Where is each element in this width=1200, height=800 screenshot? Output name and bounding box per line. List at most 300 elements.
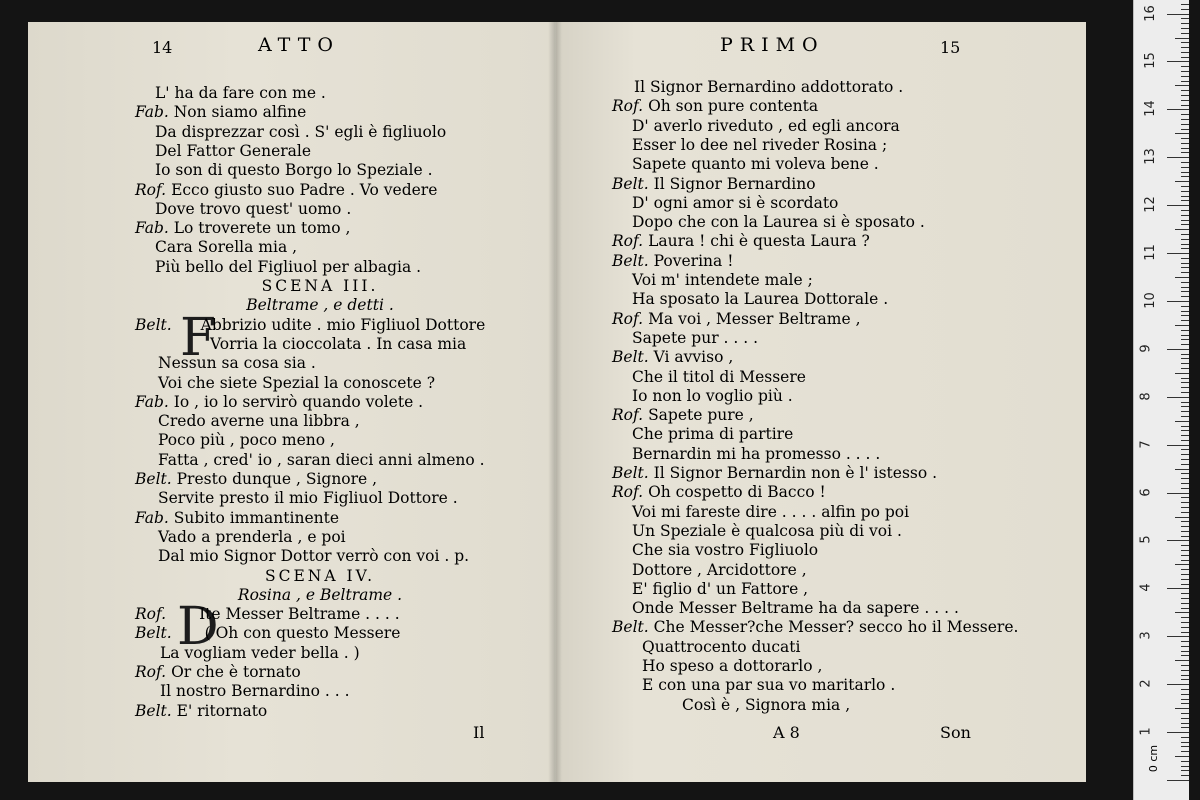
ruler-tick xyxy=(1175,277,1189,278)
verse-text: Che il titol di Messere xyxy=(632,367,806,386)
ruler-tick xyxy=(1181,497,1189,498)
ruler-tick xyxy=(1175,38,1189,39)
ruler-tick xyxy=(1181,770,1189,771)
ruler-tick xyxy=(1181,9,1189,10)
ruler-tick xyxy=(1181,536,1189,537)
verse-text: Io , io lo servirò quando volete . xyxy=(173,392,424,411)
ruler-tick xyxy=(1181,430,1189,431)
verse-text: Il Signor Bernardino addottorato . xyxy=(634,78,904,96)
verse-line xyxy=(642,657,822,676)
ruler-tick xyxy=(1181,344,1189,345)
scene-heading: SCENA III. xyxy=(261,277,379,295)
verse-text: Or che è tornato xyxy=(171,663,301,681)
ruler-tick xyxy=(1181,713,1189,714)
verse-text: Credo averne una libbra , xyxy=(158,412,360,431)
ruler-number: 2 xyxy=(1138,679,1154,688)
ruler-unit-label: 0 cm xyxy=(1147,744,1161,773)
verse-text: Voi mi fareste dire . . . . alfin po poi xyxy=(632,502,910,521)
ruler-tick xyxy=(1181,291,1189,292)
ruler-number: 14 xyxy=(1142,100,1158,118)
ruler-tick xyxy=(1167,301,1189,302)
ruler-tick xyxy=(1181,560,1189,561)
ruler-tick xyxy=(1167,780,1189,781)
ruler-tick xyxy=(1175,325,1189,326)
verse-text: Laura ! chi è questa Laura ? xyxy=(648,232,870,251)
speaker-label: Belt. xyxy=(612,251,649,270)
verse-text: Più bello del Figliuol per albagia . xyxy=(155,257,422,276)
ruler-tick xyxy=(1181,320,1189,321)
right-signature: A 8 xyxy=(773,723,800,742)
ruler-tick xyxy=(1175,612,1189,613)
ruler-tick xyxy=(1181,287,1189,288)
ruler-tick xyxy=(1167,61,1189,62)
verse-text: E con una par sua vo maritarlo . xyxy=(642,676,896,695)
verse-text: Del Fattor Generale xyxy=(155,141,312,160)
verse-line xyxy=(632,213,925,232)
verse-line xyxy=(135,103,306,122)
verse-text: Voi che siete Spezial la conoscete ? xyxy=(158,373,436,392)
speaker-label: Rof. xyxy=(612,406,644,425)
speaker-label: Fab. xyxy=(135,508,169,527)
ruler-tick xyxy=(1181,555,1189,556)
ruler-tick xyxy=(1181,47,1189,48)
ruler-tick xyxy=(1181,641,1189,642)
speaker-label: Belt. xyxy=(135,315,172,334)
verse-line xyxy=(158,354,316,373)
verse-text: L' ha da fare con me . xyxy=(155,84,326,102)
verse-text: Abbrizio udite . mio Figliuol Dottore xyxy=(200,315,486,334)
ruler-tick xyxy=(1181,267,1189,268)
ruler-tick xyxy=(1181,689,1189,690)
ruler-tick xyxy=(1181,296,1189,297)
ruler-tick xyxy=(1181,727,1189,728)
verse-text: Il nostro Bernardino . . . xyxy=(160,682,350,701)
ruler-tick xyxy=(1181,435,1189,436)
ruler-tick xyxy=(1181,186,1189,187)
ruler-tick xyxy=(1181,655,1189,656)
ruler-tick xyxy=(1181,531,1189,532)
ruler-tick xyxy=(1181,258,1189,259)
ruler-tick xyxy=(1167,397,1189,398)
ruler-tick xyxy=(1181,751,1189,752)
right-page-number: 15 xyxy=(940,38,961,57)
verse-line xyxy=(160,682,350,701)
ruler-number: 8 xyxy=(1138,392,1154,401)
ruler-tick xyxy=(1181,627,1189,628)
ruler-tick xyxy=(1167,445,1189,446)
ruler-tick xyxy=(1181,176,1189,177)
verse-text: Da disprezzar così . S' egli è figliuolo xyxy=(155,122,447,141)
scene-cast: Rosina , e Beltrame . xyxy=(237,585,403,604)
ruler-tick xyxy=(1181,550,1189,551)
verse-text: Bernardin mi ha promesso . . . . xyxy=(632,444,881,463)
ruler-tick xyxy=(1175,85,1189,86)
verse-line xyxy=(135,393,423,412)
verse-line xyxy=(612,406,754,425)
speaker-label: Rof. xyxy=(135,663,167,681)
ruler-tick xyxy=(1181,33,1189,34)
ruler-tick xyxy=(1181,234,1189,235)
ruler-number: 10 xyxy=(1142,292,1158,309)
speaker-label: Belt. xyxy=(135,624,172,643)
ruler-tick xyxy=(1181,775,1189,776)
verse-text: Io son di questo Borgo lo Speziale . xyxy=(155,161,433,180)
ruler-tick xyxy=(1181,411,1189,412)
verse-text: Ite Messer Beltrame . . . . xyxy=(199,605,400,624)
speaker-label: Belt. xyxy=(612,618,649,637)
ruler-tick xyxy=(1167,493,1189,494)
verse-line xyxy=(158,451,485,470)
verse-text: Vorria la cioccolata . In casa mia xyxy=(210,334,467,353)
verse-line xyxy=(632,368,806,387)
ruler-tick xyxy=(1181,224,1189,225)
ruler-tick xyxy=(1175,229,1189,230)
ruler-tick xyxy=(1181,282,1189,283)
ruler-tick xyxy=(1181,114,1189,115)
verse-text: Che prima di partire xyxy=(632,425,794,444)
speaker-label: Belt. xyxy=(612,464,649,482)
speaker-label: Belt. xyxy=(612,174,649,193)
ruler-tick xyxy=(1175,756,1189,757)
verse-line xyxy=(612,252,733,271)
ruler-number: 9 xyxy=(1138,344,1154,353)
speaker-label: Rof. xyxy=(612,483,644,502)
ruler-tick xyxy=(1181,52,1189,53)
drop-cap: F xyxy=(180,307,217,368)
speaker-label: Rof. xyxy=(612,97,644,116)
verse-line xyxy=(632,522,902,541)
ruler-tick xyxy=(1181,526,1189,527)
speaker-label: Rof. xyxy=(612,232,644,251)
ruler-tick xyxy=(1181,263,1189,264)
ruler-tick xyxy=(1181,28,1189,29)
verse-text: Cara Sorella mia , xyxy=(155,238,298,257)
ruler-tick xyxy=(1181,512,1189,513)
verse-text: Fatta , cred' io , saran dieci anni almeno . xyxy=(158,450,485,469)
ruler-number: 7 xyxy=(1138,440,1154,449)
ruler-tick xyxy=(1181,675,1189,676)
verse-line xyxy=(612,232,870,251)
ruler-tick xyxy=(1181,694,1189,695)
ruler-tick xyxy=(1181,679,1189,680)
ruler-tick xyxy=(1181,105,1189,106)
verse-text: Poverina ! xyxy=(653,251,734,270)
verse-line xyxy=(155,123,446,142)
ruler-tick xyxy=(1181,569,1189,570)
verse-line xyxy=(642,638,800,657)
ruler-tick xyxy=(1181,306,1189,307)
ruler-tick xyxy=(1181,244,1189,245)
verse-text: Dottore , Arcidottore , xyxy=(632,560,807,579)
speaker-label: Fab. xyxy=(135,219,169,238)
verse-line xyxy=(135,663,301,682)
ruler-number: 5 xyxy=(1138,535,1154,545)
ruler-tick xyxy=(1181,617,1189,618)
verse-text: Un Speziale è qualcosa più di voi . xyxy=(632,521,902,540)
ruler-tick xyxy=(1181,119,1189,120)
ruler-tick xyxy=(1181,454,1189,455)
right-catchword: Son xyxy=(940,723,971,742)
ruler-tick xyxy=(1175,133,1189,134)
verse-text: E' ritornato xyxy=(176,701,268,720)
ruler-tick xyxy=(1181,392,1189,393)
verse-text: Onde Messer Beltrame ha da sapere . . . . xyxy=(632,599,959,618)
ruler-tick xyxy=(1181,100,1189,101)
ruler-tick xyxy=(1181,473,1189,474)
ruler-tick xyxy=(1181,699,1189,700)
verse-text: Dove trovo quest' uomo . xyxy=(155,199,352,218)
verse-text: Ma voi , Messer Beltrame , xyxy=(648,309,861,328)
ruler-tick xyxy=(1175,421,1189,422)
ruler-tick xyxy=(1181,746,1189,747)
verse-text: Il Signor Bernardin non è l' istesso . xyxy=(653,464,938,482)
ruler-tick xyxy=(1181,742,1189,743)
ruler-tick xyxy=(1175,708,1189,709)
verse-line xyxy=(642,676,895,695)
ruler-tick xyxy=(1175,469,1189,470)
ruler-number: 13 xyxy=(1142,148,1158,166)
ruler-tick xyxy=(1181,766,1189,767)
ruler-tick xyxy=(1181,124,1189,125)
ruler-tick xyxy=(1181,71,1189,72)
ruler-tick xyxy=(1181,406,1189,407)
verse-text: Che sia vostro Figliuolo xyxy=(632,541,819,560)
verse-text: Subito immantinente xyxy=(173,508,340,527)
ruler-tick xyxy=(1181,593,1189,594)
verse-line xyxy=(634,78,903,97)
ruler-tick xyxy=(1175,181,1189,182)
verse-text: Vado a prenderla , e poi xyxy=(158,527,346,546)
ruler-tick xyxy=(1181,665,1189,666)
verse-line xyxy=(155,142,311,161)
speaker-label: Belt. xyxy=(612,348,649,367)
ruler-tick xyxy=(1167,205,1189,206)
verse-line xyxy=(155,238,297,257)
ruler-tick xyxy=(1181,426,1189,427)
ruler-tick xyxy=(1175,564,1189,565)
ruler-tick xyxy=(1181,651,1189,652)
verse-text: Servite presto il mio Figliuol Dottore . xyxy=(158,489,458,508)
scene-heading: SCENA IV. xyxy=(264,566,375,585)
ruler-tick xyxy=(1167,684,1189,685)
ruler-tick xyxy=(1181,129,1189,130)
verse-line xyxy=(155,258,421,277)
verse-line xyxy=(158,528,346,547)
ruler-tick xyxy=(1181,215,1189,216)
verse-line xyxy=(135,624,400,643)
verse-line xyxy=(135,605,400,624)
verse-text: Dopo che con la Laurea si è sposato . xyxy=(632,213,925,232)
ruler-tick xyxy=(1181,148,1189,149)
verse-text: Che Messer?che Messer? secco ho il Messere. xyxy=(653,618,1019,637)
verse-text: ( Oh con questo Messere xyxy=(204,624,401,643)
verse-text: Non siamo alfine xyxy=(173,103,307,122)
ruler-tick xyxy=(1181,632,1189,633)
speaker-label: Rof. xyxy=(612,309,644,328)
ruler-tick xyxy=(1181,23,1189,24)
verse-line xyxy=(155,161,433,180)
ruler-tick xyxy=(1181,18,1189,19)
verse-line xyxy=(632,155,879,174)
verse-line xyxy=(632,136,887,155)
verse-line xyxy=(158,374,435,393)
verse-line xyxy=(682,696,850,715)
ruler-number: 15 xyxy=(1142,52,1158,70)
speaker-label: Belt. xyxy=(135,701,172,720)
ruler-number: 6 xyxy=(1138,487,1154,497)
verse-line xyxy=(632,194,838,213)
ruler-tick xyxy=(1181,167,1189,168)
verse-line xyxy=(210,335,466,354)
ruler-tick xyxy=(1181,507,1189,508)
ruler-tick xyxy=(1181,483,1189,484)
ruler-tick xyxy=(1181,574,1189,575)
drop-cap: D xyxy=(177,597,219,658)
verse-line xyxy=(160,644,360,663)
verse-line xyxy=(135,219,350,238)
ruler-tick xyxy=(1181,670,1189,671)
ruler-tick xyxy=(1167,540,1189,541)
ruler-tick xyxy=(1181,603,1189,604)
verse-text: E' figlio d' un Fattore , xyxy=(632,579,809,598)
verse-text: Dal mio Signor Dottor verrò con voi . p. xyxy=(158,547,470,566)
ruler-tick xyxy=(1181,210,1189,211)
ruler-tick xyxy=(1181,191,1189,192)
ruler-tick xyxy=(1181,478,1189,479)
verse-text: Voi m' intendete male ; xyxy=(632,271,813,289)
ruler-tick xyxy=(1181,363,1189,364)
ruler-tick xyxy=(1167,253,1189,254)
verse-line xyxy=(158,489,458,508)
ruler-tick xyxy=(1181,57,1189,58)
ruler-tick xyxy=(1181,42,1189,43)
verse-text: Il Signor Bernardino xyxy=(653,174,816,193)
verse-line xyxy=(135,702,267,721)
verse-text: Io non lo voglio più . xyxy=(632,386,793,405)
verse-line xyxy=(632,117,900,136)
ruler-tick xyxy=(1181,95,1189,96)
verse-line xyxy=(632,290,888,309)
ruler-tick xyxy=(1175,373,1189,374)
ruler-tick xyxy=(1181,718,1189,719)
ruler-tick xyxy=(1181,521,1189,522)
verse-line xyxy=(632,329,758,348)
measurement-ruler xyxy=(1133,0,1189,800)
ruler-tick xyxy=(1181,172,1189,173)
ruler-tick xyxy=(1181,387,1189,388)
verse-text: D' ogni amor si è scordato xyxy=(632,193,839,212)
verse-line xyxy=(632,271,813,290)
verse-line xyxy=(612,483,826,502)
ruler-tick xyxy=(1181,608,1189,609)
ruler-tick xyxy=(1181,545,1189,546)
verse-text: Ecco giusto suo Padre . Vo vedere xyxy=(171,180,438,199)
left-catchword: Il xyxy=(473,723,485,742)
verse-line xyxy=(632,445,880,464)
ruler-tick xyxy=(1181,440,1189,441)
ruler-tick xyxy=(1181,502,1189,503)
ruler-tick xyxy=(1181,220,1189,221)
verse-text: Poco più , poco meno , xyxy=(158,431,335,450)
speaker-label: Fab. xyxy=(135,392,169,411)
left-running-head: ATTO xyxy=(258,34,340,56)
verse-line xyxy=(135,509,339,528)
ruler-tick xyxy=(1181,358,1189,359)
ruler-tick xyxy=(1167,109,1189,110)
verse-text: Oh cospetto di Bacco ! xyxy=(648,483,826,502)
ruler-tick xyxy=(1175,660,1189,661)
ruler-tick xyxy=(1181,622,1189,623)
speaker-label: Rof. xyxy=(135,180,167,199)
ruler-tick xyxy=(1181,402,1189,403)
ruler-number: 4 xyxy=(1138,583,1154,593)
verse-line xyxy=(155,84,326,103)
ruler-tick xyxy=(1181,459,1189,460)
ruler-tick xyxy=(1181,239,1189,240)
verse-text: Esser lo dee nel riveder Rosina ; xyxy=(632,135,888,154)
verse-text: Oh son pure contenta xyxy=(648,97,819,116)
verse-line xyxy=(135,470,377,489)
verse-line xyxy=(612,618,1018,637)
verse-line xyxy=(158,412,360,431)
verse-line xyxy=(612,464,937,483)
ruler-number: 3 xyxy=(1138,631,1154,640)
ruler-tick xyxy=(1181,4,1189,5)
ruler-tick xyxy=(1181,488,1189,489)
book-gutter xyxy=(548,22,562,782)
verse-line xyxy=(632,503,909,522)
ruler-tick xyxy=(1181,723,1189,724)
verse-text: Ho speso a dottorarlo , xyxy=(642,657,823,675)
ruler-tick xyxy=(1181,76,1189,77)
ruler-tick xyxy=(1181,761,1189,762)
ruler-tick xyxy=(1181,584,1189,585)
ruler-tick xyxy=(1181,449,1189,450)
ruler-tick xyxy=(1181,335,1189,336)
verse-text: Lo troverete un tomo , xyxy=(173,219,351,238)
verse-line xyxy=(632,580,808,599)
ruler-tick xyxy=(1181,200,1189,201)
verse-text: Presto dunque , Signore , xyxy=(176,470,378,488)
verse-line xyxy=(632,425,793,444)
ruler-tick xyxy=(1181,464,1189,465)
ruler-tick xyxy=(1167,349,1189,350)
verse-text: D' averlo riveduto , ed egli ancora xyxy=(632,116,900,135)
verse-line xyxy=(158,547,469,566)
ruler-tick xyxy=(1181,382,1189,383)
ruler-tick xyxy=(1181,81,1189,82)
ruler-number: 1 xyxy=(1138,727,1154,736)
ruler-tick xyxy=(1181,646,1189,647)
ruler-tick xyxy=(1181,378,1189,379)
ruler-tick xyxy=(1181,703,1189,704)
verse-text: Così è , Signora mia , xyxy=(682,695,851,714)
verse-line xyxy=(612,97,818,116)
ruler-tick xyxy=(1181,152,1189,153)
verse-text: La vogliam veder bella . ) xyxy=(160,643,360,662)
ruler-tick xyxy=(1181,162,1189,163)
ruler-tick xyxy=(1181,416,1189,417)
scene-cast: Beltrame , e detti . xyxy=(246,296,394,315)
ruler-tick xyxy=(1167,14,1189,15)
verse-line xyxy=(612,348,733,367)
ruler-tick xyxy=(1181,272,1189,273)
ruler-tick xyxy=(1181,143,1189,144)
verse-line xyxy=(135,181,437,200)
speaker-label: Fab. xyxy=(135,103,169,122)
verse-text: Quattrocento ducati xyxy=(642,637,801,656)
ruler-tick xyxy=(1181,248,1189,249)
